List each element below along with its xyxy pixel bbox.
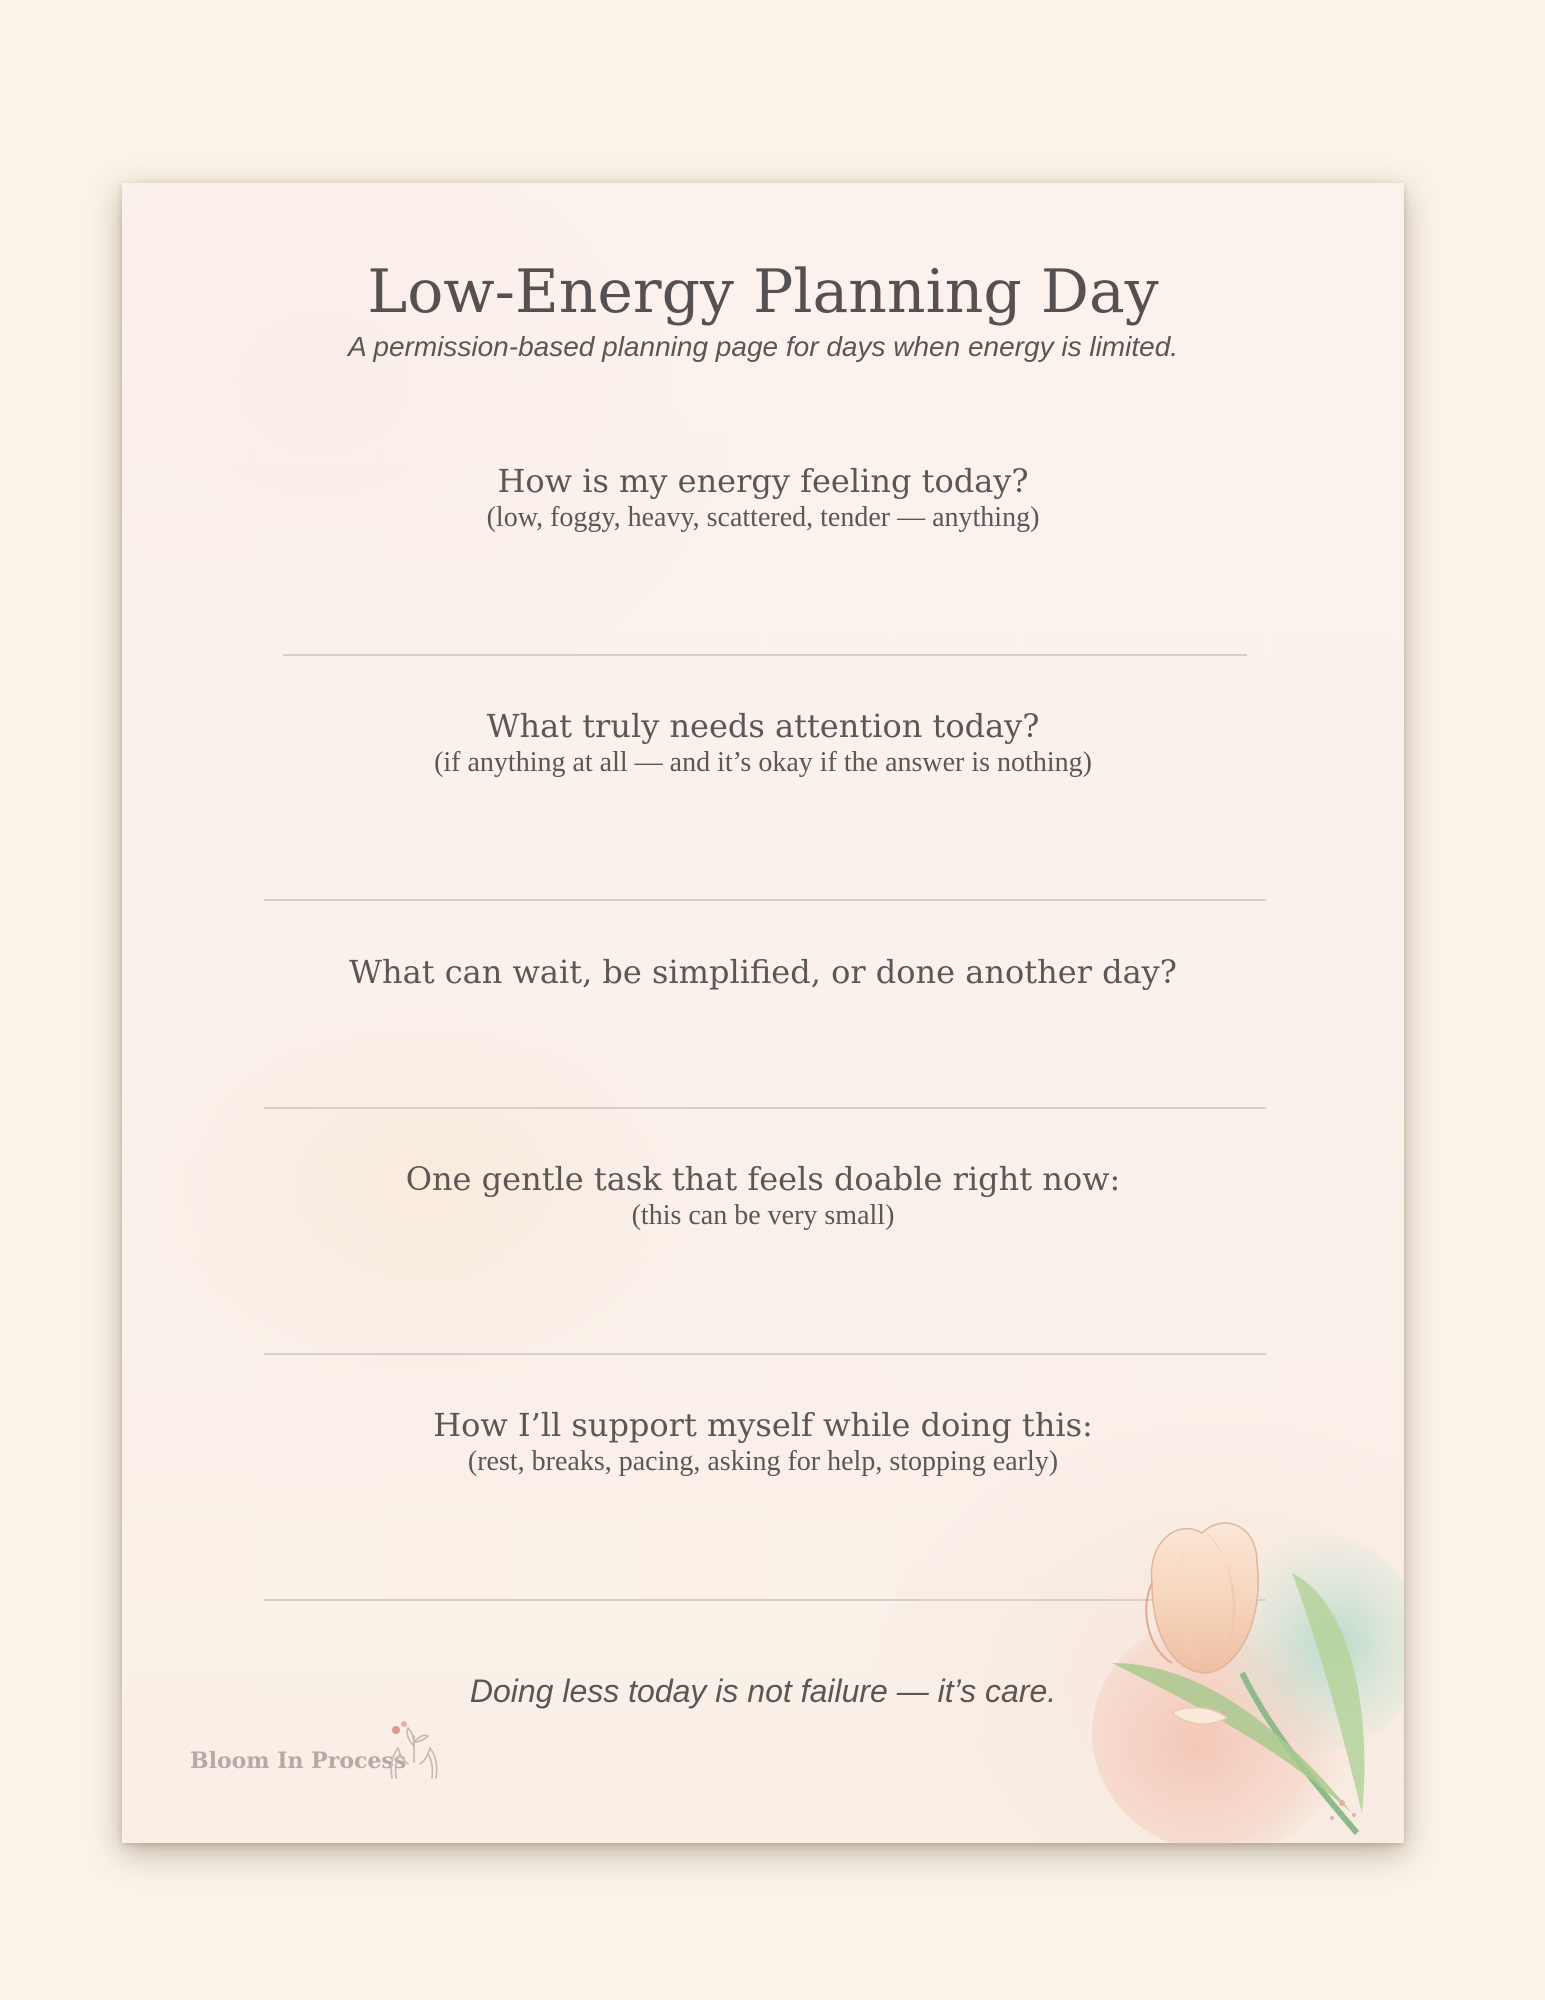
section-question: One gentle task that feels doable right now: <box>405 1160 1121 1198</box>
section-energy <box>122 461 1404 535</box>
hands-sprout-icon <box>384 1718 444 1780</box>
section-gentle-task <box>122 1159 1404 1233</box>
section-hint: (this can be very small) <box>631 1200 895 1231</box>
section-can-wait <box>122 952 1404 992</box>
writing-line[interactable] <box>264 1107 1266 1109</box>
section-question: How I’ll support myself while doing this: <box>433 1406 1093 1444</box>
section-question: What truly needs attention today? <box>486 707 1040 745</box>
section-hint: (rest, breaks, pacing, asking for help, stopping early) <box>467 1446 1059 1477</box>
writing-line[interactable] <box>264 899 1266 901</box>
section-support <box>122 1405 1404 1479</box>
writing-line[interactable] <box>283 654 1247 656</box>
section-hint: (low, foggy, heavy, scattered, tender — anything) <box>486 502 1040 533</box>
section-hint: (if anything at all — and it’s okay if the answer is nothing) <box>434 747 1092 778</box>
section-attention <box>122 706 1404 780</box>
page-title: Low-Energy Planning Day <box>367 257 1159 327</box>
closing-affirmation: Doing less today is not failure — it’s care. <box>469 1673 1057 1709</box>
brand-name: Bloom In Process <box>190 1748 407 1774</box>
planner-sheet <box>122 183 1404 1843</box>
section-question: What can wait, be simplified, or done another day? <box>349 953 1177 991</box>
page-subtitle: A permission-based planning page for days when energy is limited. <box>347 331 1179 362</box>
writing-line[interactable] <box>264 1353 1266 1355</box>
watercolor-tulip-icon <box>1092 1513 1404 1843</box>
section-question: How is my energy feeling today? <box>497 462 1029 500</box>
